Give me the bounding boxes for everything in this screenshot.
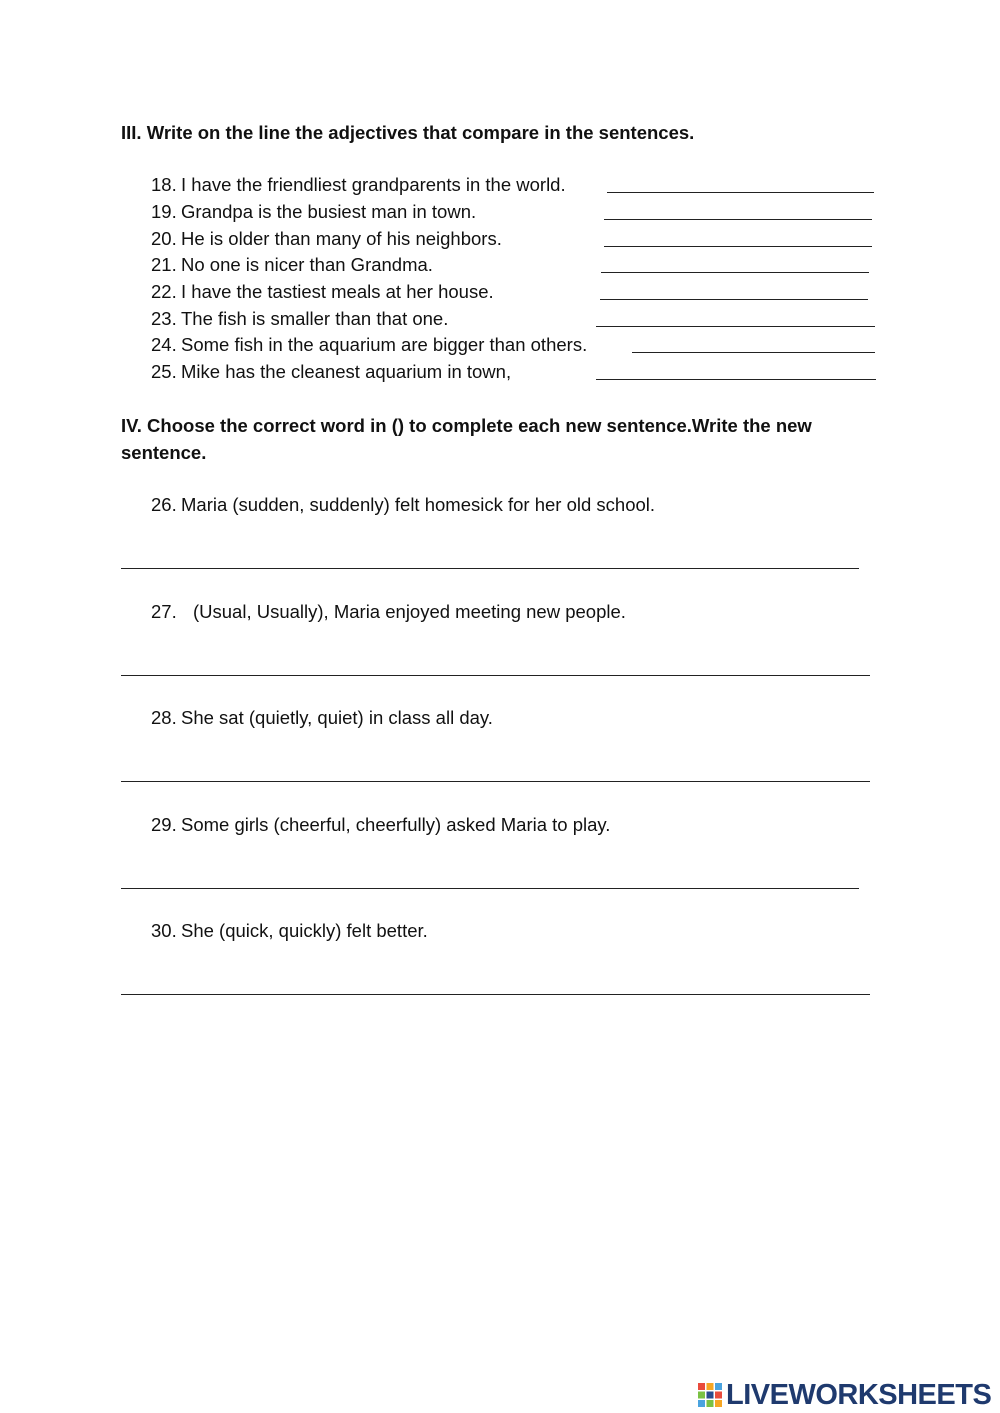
answer-line-23[interactable] bbox=[596, 326, 875, 327]
question-text: (Usual, Usually), Maria enjoyed meeting new people. bbox=[193, 601, 626, 622]
question-text: I have the friendliest grandparents in the world. bbox=[181, 174, 566, 195]
question-number: 28. bbox=[151, 707, 177, 728]
question-number: 24. bbox=[151, 334, 177, 355]
answer-line-29[interactable] bbox=[121, 888, 859, 889]
question-22 bbox=[151, 279, 494, 305]
question-19 bbox=[151, 199, 476, 225]
question-text: She sat (quietly, quiet) in class all day. bbox=[181, 707, 493, 728]
liveworksheets-logo bbox=[697, 1380, 991, 1410]
question-30 bbox=[151, 918, 428, 944]
question-23 bbox=[151, 306, 448, 332]
question-text: The fish is smaller than that one. bbox=[181, 308, 449, 329]
question-number: 27. bbox=[151, 601, 177, 622]
question-number: 25. bbox=[151, 361, 177, 382]
question-text: She (quick, quickly) felt better. bbox=[181, 920, 428, 941]
question-20 bbox=[151, 226, 502, 252]
question-text: Some fish in the aquarium are bigger than others. bbox=[181, 334, 588, 355]
question-text: Mike has the cleanest aquarium in town, bbox=[181, 361, 512, 382]
question-number: 21. bbox=[151, 254, 177, 275]
question-text: I have the tastiest meals at her house. bbox=[181, 281, 494, 302]
question-text: Some girls (cheerful, cheerfully) asked Maria to play. bbox=[181, 814, 611, 835]
answer-line-21[interactable] bbox=[601, 272, 869, 273]
question-number: 26. bbox=[151, 494, 177, 515]
question-25 bbox=[151, 359, 511, 385]
section-3-heading: III. Write on the line the adjectives that compare in the sentences. bbox=[121, 122, 695, 143]
question-28 bbox=[151, 705, 493, 731]
question-text: No one is nicer than Grandma. bbox=[181, 254, 433, 275]
answer-line-26[interactable] bbox=[121, 568, 859, 569]
question-text: He is older than many of his neighbors. bbox=[181, 228, 502, 249]
question-24 bbox=[151, 332, 587, 358]
question-text: Maria (sudden, suddenly) felt homesick for her old school. bbox=[181, 494, 656, 515]
answer-line-18[interactable] bbox=[607, 192, 874, 193]
question-26 bbox=[151, 492, 655, 518]
answer-line-22[interactable] bbox=[600, 299, 868, 300]
logo-text: LIVEWORKSHEETS bbox=[726, 1378, 992, 1411]
question-21 bbox=[151, 252, 433, 278]
answer-line-30[interactable] bbox=[121, 994, 870, 995]
question-number: 29. bbox=[151, 814, 177, 835]
answer-line-27[interactable] bbox=[121, 675, 870, 676]
question-18 bbox=[151, 172, 566, 198]
question-number: 19. bbox=[151, 201, 177, 222]
question-number: 23. bbox=[151, 308, 177, 329]
question-number: 18. bbox=[151, 174, 177, 195]
section-4-heading: IV. Choose the correct word in () to complete each new sentence.Write the new sentence. bbox=[121, 415, 812, 463]
answer-line-28[interactable] bbox=[121, 781, 870, 782]
liveworksheets-logo-icon bbox=[697, 1382, 723, 1408]
question-number: 20. bbox=[151, 228, 177, 249]
answer-line-19[interactable] bbox=[604, 219, 872, 220]
answer-line-20[interactable] bbox=[604, 246, 872, 247]
question-text: Grandpa is the busiest man in town. bbox=[181, 201, 477, 222]
question-number: 30. bbox=[151, 920, 177, 941]
question-29 bbox=[151, 812, 610, 838]
question-27 bbox=[151, 599, 626, 625]
answer-line-25[interactable] bbox=[596, 379, 876, 380]
question-number: 22. bbox=[151, 281, 177, 302]
answer-line-24[interactable] bbox=[632, 352, 875, 353]
